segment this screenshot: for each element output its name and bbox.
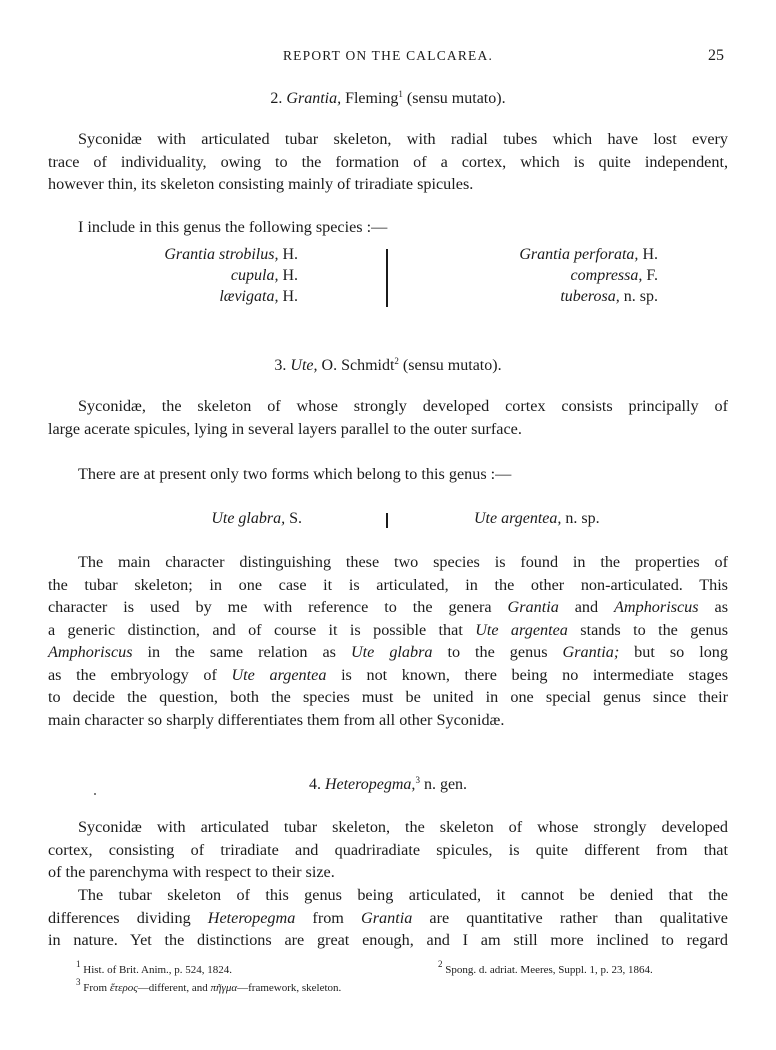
grantia-description: Syconidæ with articulated tubar skeleton, with radial tubes which have lost every trace of individuality, owing to the formation of a cortex, which is quite independent, however thin, its skeleton consisting mainly of triradiate spicules. bbox=[48, 130, 728, 193]
column-divider bbox=[386, 513, 388, 528]
species-entry: tuberosa, n. sp. bbox=[560, 288, 658, 305]
grantia-left-species-list bbox=[164, 246, 298, 306]
footnote-3: $^3$ From ἕτερος—different, and πῆγμα—framework, skeleton. bbox=[76, 977, 342, 994]
running-title: REPORT ON THE CALCAREA. bbox=[282, 48, 494, 63]
species-entry: Grantia strobilus, H. bbox=[164, 246, 298, 263]
grantia-right-species-list bbox=[519, 246, 658, 306]
footnote-1: $^1$ Hist. of Brit. Anim., p. 524, 1824. bbox=[76, 959, 233, 976]
species-entry: compressa, F. bbox=[570, 267, 658, 284]
section-heading-ute: 3. Ute, O. Schmidt$^2$ (sensu mutato). bbox=[274, 356, 502, 374]
ute-right-species: Ute argentea, n. sp. bbox=[474, 510, 600, 527]
species-entry: Grantia perforata, H. bbox=[519, 246, 658, 263]
ute-left-species: Ute glabra, S. bbox=[211, 510, 302, 527]
heteropegma-discussion: The tubar skeleton of this genus being articulated, it cannot be denied that the differences dividing Heteropegma from Grantia are quantitative rather than qualitative in nature. Yet the distinctions are great enough, and I am still more inclined to regard bbox=[48, 886, 728, 949]
ute-description: Syconidæ, the skeleton of whose strongly developed cortex consists principally of large acerate spicules, lying in several layers parallel to the outer surface. bbox=[48, 397, 728, 438]
ute-species-intro: There are at present only two forms which belong to this genus :— bbox=[78, 465, 512, 483]
column-divider bbox=[386, 249, 388, 307]
grantia-species-intro: I include in this genus the following species :— bbox=[78, 218, 388, 236]
section-heading-heteropegma: 4. Heteropegma,$^3$ n. gen. bbox=[308, 775, 468, 793]
heteropegma-description: Syconidæ with articulated tubar skeleton, the skeleton of whose strongly developed cortex, consisting of triradiate and quadriradiate spicules, is quite different from that of the parenchyma with respect to their size. bbox=[48, 818, 728, 881]
species-entry: lævigata, H. bbox=[219, 288, 298, 305]
section-heading-grantia: 2. Grantia, Fleming$^1$ (sensu mutato). bbox=[270, 89, 506, 107]
ute-discussion: The main character distinguishing these two species is found in the properties of the tubar skeleton; in one case it is articulated, in the other non-articulated. This character is used by me with reference to the genera Grantia and Amphoriscus as a generic distinction, and of course it is possible that Ute argentea stands to the genus Amphoriscus in the same relation as Ute glabra to the genus Grantia; but so long as the embryology of Ute argentea is not known, there being no intermediate stages to decide the question, both the species must be united in one special genus since their main character so sharply differentiates them from all other Syconidæ. bbox=[48, 553, 729, 729]
footnote-2: $^2$ Spong. d. adriat. Meeres, Suppl. 1, p. 23, 1864. bbox=[438, 959, 653, 976]
page-number: 25 bbox=[708, 47, 724, 64]
species-entry: cupula, H. bbox=[230, 267, 298, 284]
